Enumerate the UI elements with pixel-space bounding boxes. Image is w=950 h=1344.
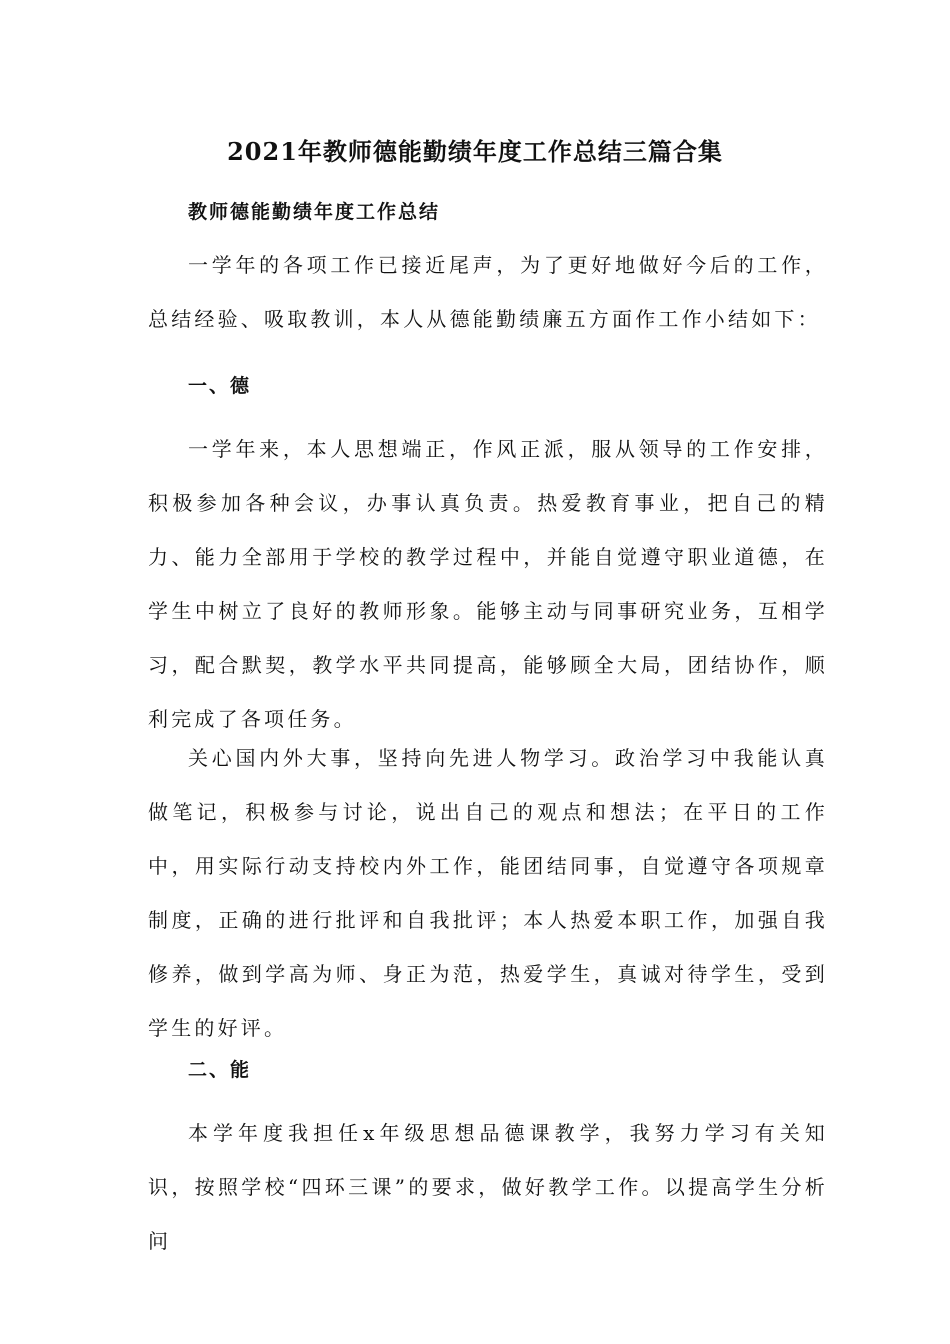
section-neng-paragraph-1: 本学年度我担任x年级思想品德课教学，我努力学习有关知识，按照学校“四环三课”的要求，做好教学工作。以提高学生分析问 [148,1121,828,1253]
section-de-paragraph-1: 一学年来，本人思想端正，作风正派，服从领导的工作安排，积极参加各种会议，办事认真负责。热爱教育事业，把自己的精力、能力全部用于学校的教学过程中，并能自觉遵守职业道德，在学生中树立了良好的教师形象。能够主动与同事研究业务，互相学习，配合默契，教学水平共同提高，能够顾全大局，团结协作，顺利完成了各项任务。 [148,437,828,731]
intro-paragraph: 一学年的各项工作已接近尾声，为了更好地做好今后的工作，总结经验、吸取教训，本人从德能勤绩廉五方面作工作小结如下： [148,253,828,331]
document-subtitle: 教师德能勤绩年度工作总结 [188,201,441,223]
section-heading-neng: 二、能 [188,1059,252,1081]
section-de-paragraph-2: 关心国内外大事，坚持向先进人物学习。政治学习中我能认真做笔记，积极参与讨论，说出自己的观点和想法；在平日的工作中，用实际行动支持校内外工作，能团结同事，自觉遵守各项规章制度，正确的进行批评和自我批评；本人热爱本职工作，加强自我修养，做到学高为师、身正为范，热爱学生，真诚对待学生，受到学生的好评。 [148,746,828,1040]
document-title: 2021年教师德能勤绩年度工作总结三篇合集 [227,137,723,166]
section-heading-de: 一、德 [188,375,252,397]
